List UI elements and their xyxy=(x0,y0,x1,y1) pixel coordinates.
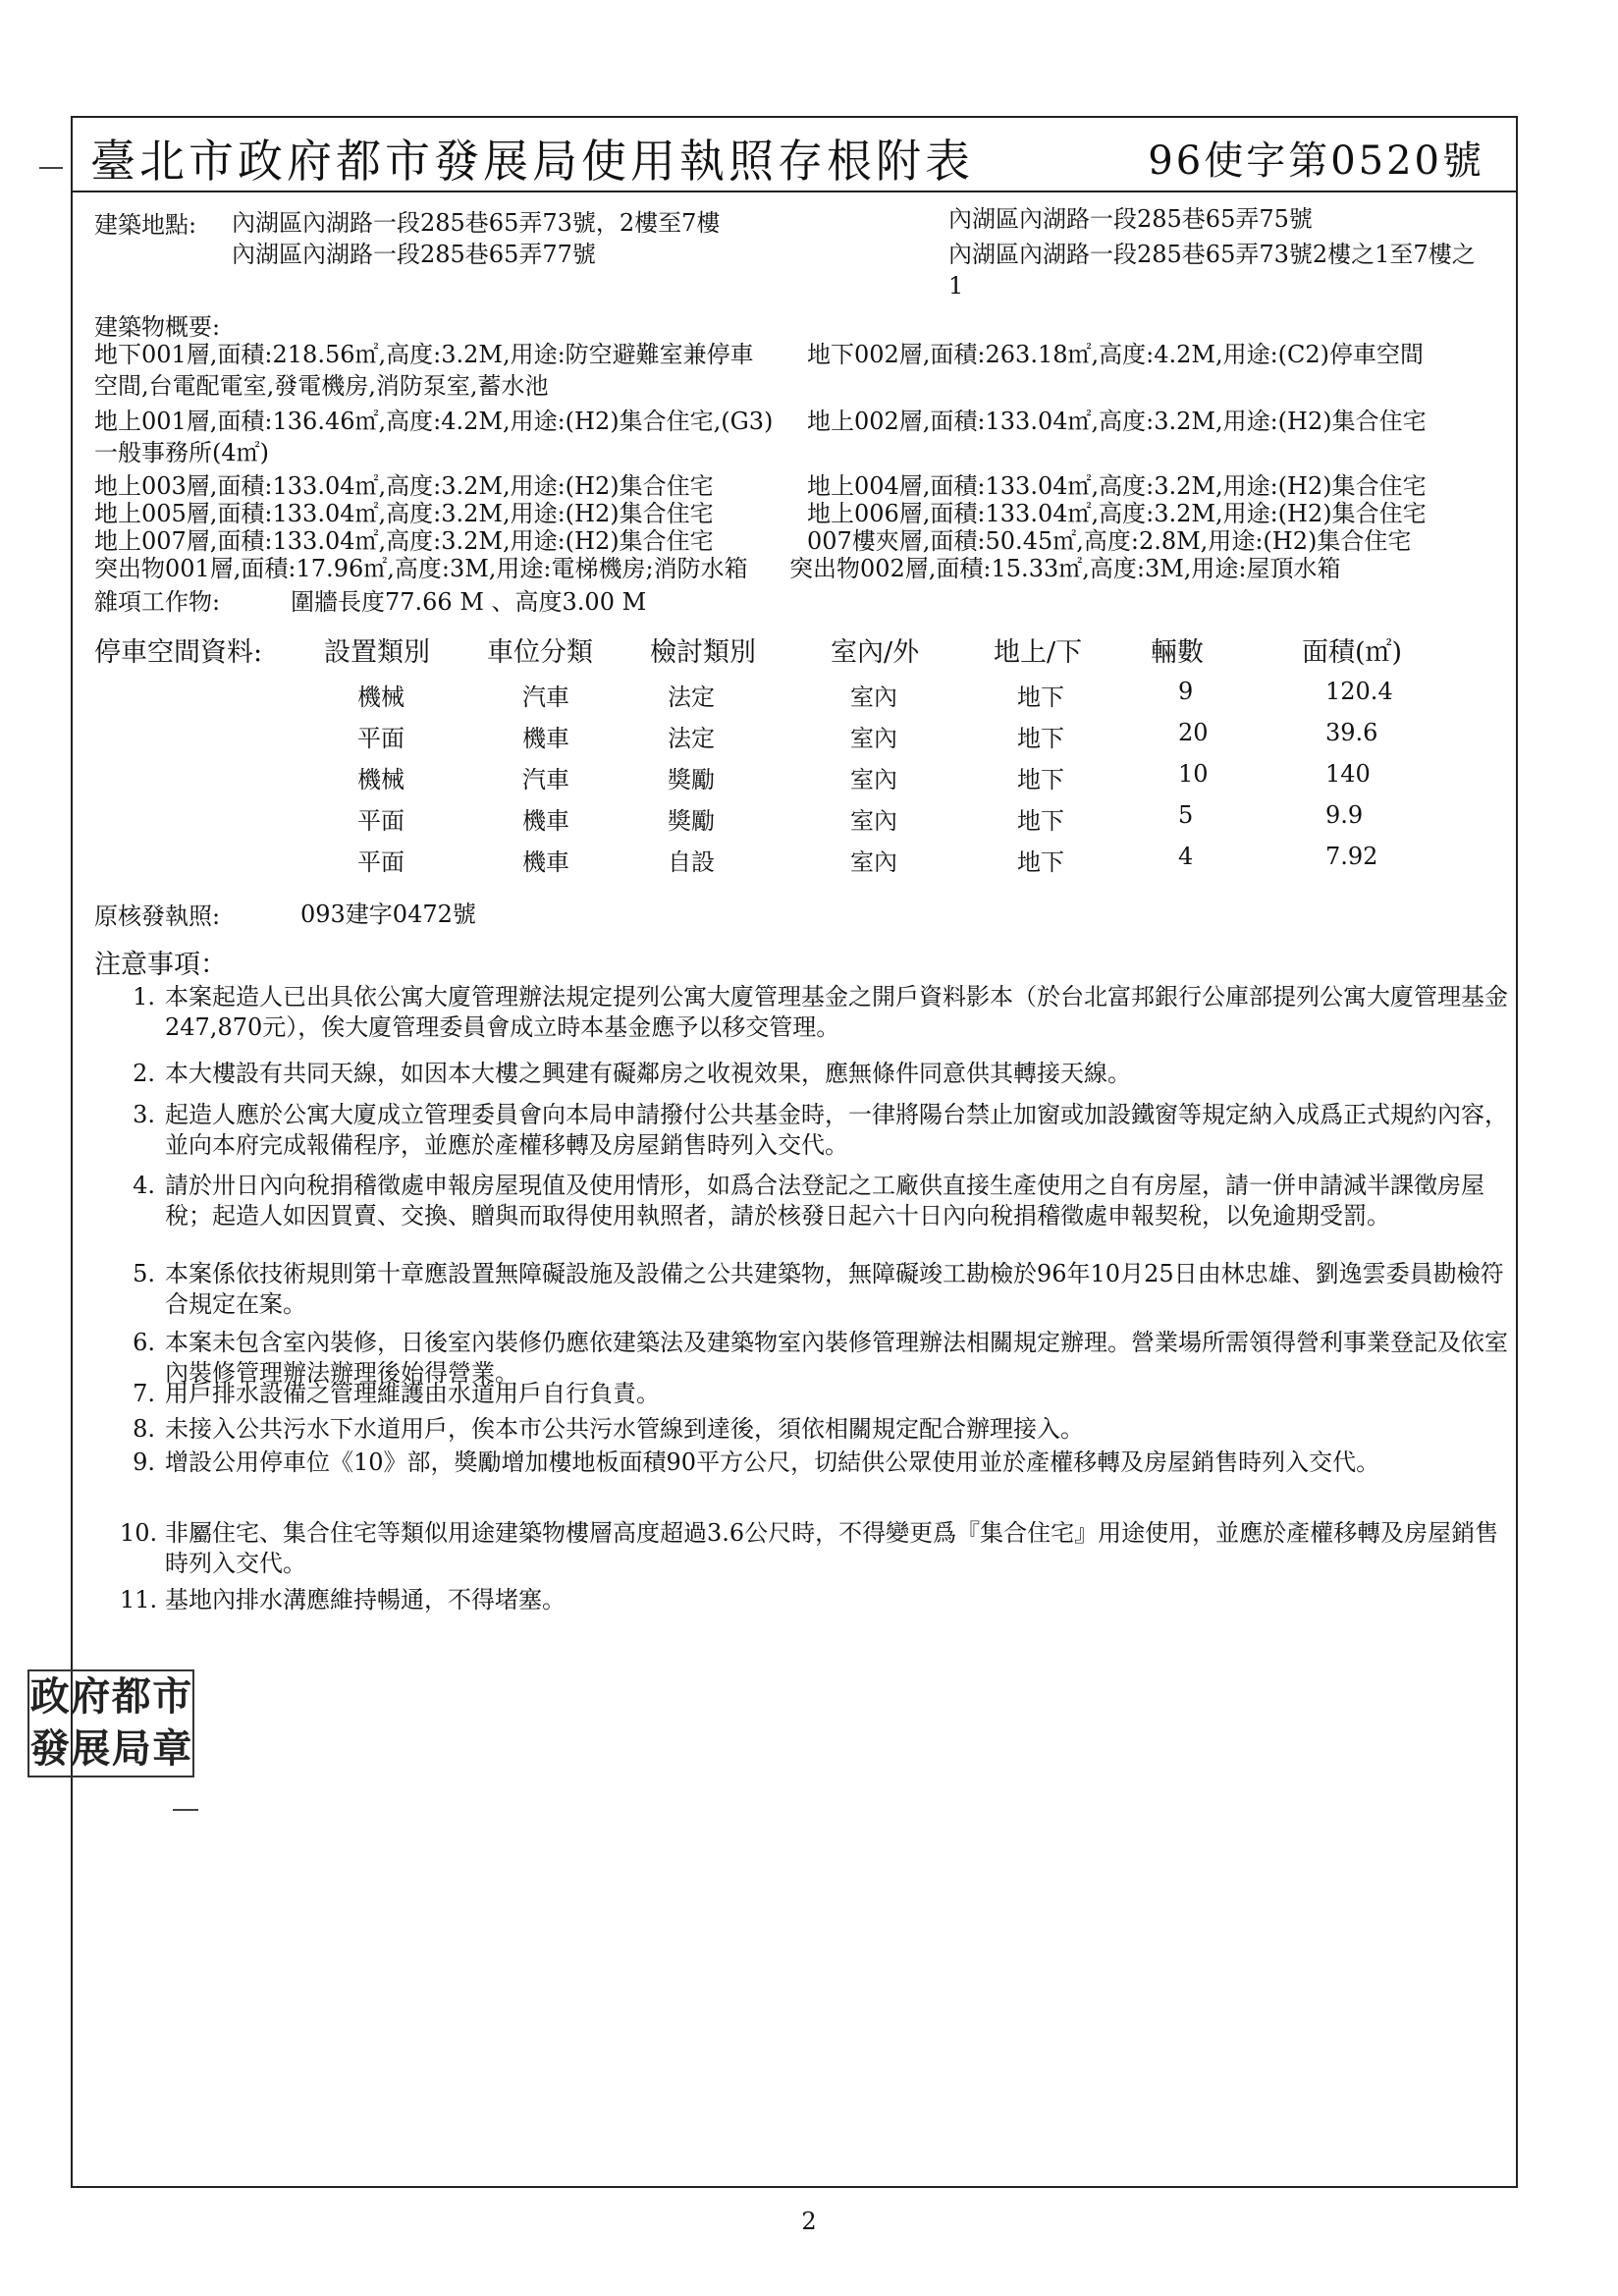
parking-col-count: 輛數 xyxy=(1151,637,1204,668)
parking-col-type: 設置類別 xyxy=(324,637,430,668)
note-number: 9. xyxy=(133,1449,155,1476)
floor-4: 地上004層,面積:133.04㎡,高度:3.2M,用途:(H2)集合住宅 xyxy=(807,472,1427,500)
note-number: 10. xyxy=(120,1519,158,1547)
parking-cell: 地下 xyxy=(1017,683,1064,711)
misc-works-value: 圍牆長度77.66 M 、高度3.00 M xyxy=(291,588,647,616)
parking-cell: 室內 xyxy=(850,683,897,711)
floor-b1-cont: 空間,台電配電室,發電機房,消防泵室,蓄水池 xyxy=(94,372,549,400)
note-number: 4. xyxy=(133,1172,155,1199)
parking-cell: 法定 xyxy=(668,725,715,752)
parking-cell: 平面 xyxy=(357,807,404,835)
site-address-4: 內湖區內湖路一段285巷65弄73號2樓之1至7樓之 xyxy=(948,241,1476,268)
seal-char: 局 xyxy=(111,1725,151,1772)
parking-cell: 5 xyxy=(1178,801,1194,829)
original-license-value: 093建字0472號 xyxy=(300,901,476,928)
parking-cell: 平面 xyxy=(357,848,404,876)
seal-char: 展 xyxy=(71,1725,111,1772)
parking-col-level: 地上/下 xyxy=(994,637,1083,668)
site-address-2: 內湖區內湖路一段285巷65弄75號 xyxy=(948,205,1313,233)
note-number: 2. xyxy=(133,1060,155,1087)
site-address-4-cont: 1 xyxy=(948,272,964,300)
floor-b2: 地下002層,面積:263.18㎡,高度:4.2M,用途:(C2)停車空間 xyxy=(807,341,1425,368)
note-number: 8. xyxy=(133,1415,155,1443)
seal-char: 都 xyxy=(111,1673,151,1720)
site-label: 建築地點: xyxy=(94,211,197,239)
scan-artifact xyxy=(39,167,63,169)
parking-cell: 平面 xyxy=(357,725,404,752)
parking-cell: 9.9 xyxy=(1325,801,1364,829)
parking-cell: 法定 xyxy=(668,683,715,711)
site-address-1: 內湖區內湖路一段285巷65弄73號，2樓至7樓 xyxy=(232,209,721,237)
note-text: 非屬住宅、集合住宅等類似用途建築物樓層高度超過3.6公尺時，不得變更爲『集合住宅』用途使用，並應於產權移轉及房屋銷售時列入交代。 xyxy=(165,1519,1499,1577)
note-number: 1. xyxy=(133,983,155,1011)
note-text: 本案未包含室內裝修，日後室內裝修仍應依建築法及建築物室內裝修管理辦法相關規定辦理。營業場所需領得營利事業登記及依室內裝修管理辦法辦理後始得營業。 xyxy=(165,1329,1508,1387)
floor-1-cont: 一般事務所(4㎡) xyxy=(94,439,269,466)
roof-2: 突出物002層,面積:15.33㎡,高度:3M,用途:屋頂水箱 xyxy=(789,555,1341,582)
note-text: 請於卅日內向稅捐稽徵處申報房屋現值及使用情形，如爲合法登記之工廠供直接生產使用之自有房屋，請一併申請減半課徵房屋稅；起造人如因買賣、交換、贈與而取得使用執照者，請於核發日起六十日內向稅捐稽徵處申報契稅，以免逾期受罰。 xyxy=(165,1172,1484,1230)
parking-col-review: 檢討類別 xyxy=(650,637,756,668)
floor-7: 地上007層,面積:133.04㎡,高度:3.2M,用途:(H2)集合住宅 xyxy=(94,527,714,555)
note-text: 用戶排水設備之管理維護由水道用戶自行負責。 xyxy=(165,1380,660,1407)
note-number: 3. xyxy=(133,1101,155,1128)
parking-cell: 地下 xyxy=(1017,766,1064,793)
parking-cell: 獎勵 xyxy=(668,766,715,793)
note-number: 11. xyxy=(120,1586,158,1613)
parking-cell: 汽車 xyxy=(522,683,569,711)
parking-cell: 9 xyxy=(1178,678,1194,705)
permit-number: 96使字第0520號 xyxy=(1148,138,1484,184)
seal-char: 市 xyxy=(152,1673,192,1720)
note-text: 本案係依技術規則第十章應設置無障礙設施及設備之公共建築物，無障礙竣工勘檢於96年10月25日由林忠雄、劉逸雲委員勘檢符合規定在案。 xyxy=(165,1260,1504,1318)
seal-char: 政 xyxy=(29,1673,70,1720)
note-number: 5. xyxy=(133,1260,155,1287)
floor-b1: 地下001層,面積:218.56㎡,高度:3.2M,用途:防空避難室兼停車 xyxy=(94,341,754,368)
parking-cell: 地下 xyxy=(1017,807,1064,835)
parking-cell: 機車 xyxy=(522,807,569,835)
parking-col-vehicle: 車位分類 xyxy=(487,637,593,668)
note-number: 6. xyxy=(133,1329,155,1356)
page-number: 2 xyxy=(801,2208,817,2235)
note-text: 本大樓設有共同天線，如因本大樓之興建有礙鄰房之收視效果，應無條件同意供其轉接天線。 xyxy=(165,1060,1131,1087)
parking-cell: 室內 xyxy=(850,725,897,752)
parking-cell: 機械 xyxy=(357,766,404,793)
official-seal xyxy=(27,1669,194,1777)
parking-cell: 20 xyxy=(1178,719,1209,746)
parking-cell: 7.92 xyxy=(1325,843,1378,870)
misc-works-label: 雜項工作物: xyxy=(94,588,221,616)
parking-cell: 室內 xyxy=(850,848,897,876)
floor-5: 地上005層,面積:133.04㎡,高度:3.2M,用途:(H2)集合住宅 xyxy=(94,500,714,527)
parking-cell: 汽車 xyxy=(522,766,569,793)
note-text: 起造人應於公寓大廈成立管理委員會向本局申請撥付公共基金時，一律將陽台禁止加窗或加設鐵窗等規定納入成爲正式規約內容，並向本府完成報備程序，並應於產權移轉及房屋銷售時列入交代。 xyxy=(165,1101,1508,1159)
seal-char: 章 xyxy=(152,1725,192,1772)
parking-cell: 機車 xyxy=(522,848,569,876)
seal-char: 府 xyxy=(71,1673,111,1720)
building-summary-label: 建築物概要: xyxy=(94,313,221,341)
parking-cell: 140 xyxy=(1325,760,1371,788)
floor-7-mezzanine: 007樓夾層,面積:50.45㎡,高度:2.8M,用途:(H2)集合住宅 xyxy=(807,527,1412,555)
parking-cell: 4 xyxy=(1178,843,1194,870)
floor-1: 地上001層,面積:136.46㎡,高度:4.2M,用途:(H2)集合住宅,(G3) xyxy=(94,408,774,435)
parking-cell: 39.6 xyxy=(1325,719,1378,746)
document-title: 臺北市政府都市發展局使用執照存根附表 xyxy=(90,135,974,188)
parking-cell: 室內 xyxy=(850,807,897,835)
parking-col-inout: 室內/外 xyxy=(831,637,920,668)
site-address-3: 內湖區內湖路一段285巷65弄77號 xyxy=(232,241,596,268)
parking-cell: 獎勵 xyxy=(668,807,715,835)
note-text: 基地內排水溝應維持暢通，不得堵塞。 xyxy=(165,1586,566,1613)
note-text: 增設公用停車位《10》部，獎勵增加樓地板面積90平方公尺，切結供公眾使用並於產權移轉及房屋銷售時列入交代。 xyxy=(165,1449,1380,1476)
note-number: 7. xyxy=(133,1380,155,1407)
parking-cell: 機車 xyxy=(522,725,569,752)
parking-cell: 10 xyxy=(1178,760,1209,788)
parking-col-area: 面積(㎡) xyxy=(1302,637,1403,668)
parking-cell: 地下 xyxy=(1017,725,1064,752)
parking-label: 停車空間資料: xyxy=(94,637,263,668)
original-license-label: 原核發執照: xyxy=(94,902,221,930)
floor-2: 地上002層,面積:133.04㎡,高度:3.2M,用途:(H2)集合住宅 xyxy=(807,408,1427,435)
scan-artifact xyxy=(173,1809,198,1811)
notes-title: 注意事項： xyxy=(94,950,227,980)
floor-6: 地上006層,面積:133.04㎡,高度:3.2M,用途:(H2)集合住宅 xyxy=(807,500,1427,527)
parking-cell: 120.4 xyxy=(1325,678,1393,705)
parking-cell: 自設 xyxy=(668,848,715,876)
parking-cell: 地下 xyxy=(1017,848,1064,876)
seal-char: 發 xyxy=(29,1725,70,1772)
note-text: 本案起造人已出具依公寓大廈管理辦法規定提列公寓大廈管理基金之開戶資料影本（於台北富邦銀行公庫部提列公寓大廈管理基金247,870元），俟大廈管理委員會成立時本基金應予以移交管理。 xyxy=(165,983,1508,1041)
roof-1: 突出物001層,面積:17.96㎡,高度:3M,用途:電梯機房;消防水箱 xyxy=(94,555,748,582)
note-text: 未接入公共污水下水道用戶，俟本市公共污水管線到達後，須依相關規定配合辦理接入。 xyxy=(165,1415,1084,1443)
floor-3: 地上003層,面積:133.04㎡,高度:3.2M,用途:(H2)集合住宅 xyxy=(94,472,714,500)
parking-cell: 室內 xyxy=(850,766,897,793)
title-bar xyxy=(71,116,1518,192)
parking-cell: 機械 xyxy=(357,683,404,711)
